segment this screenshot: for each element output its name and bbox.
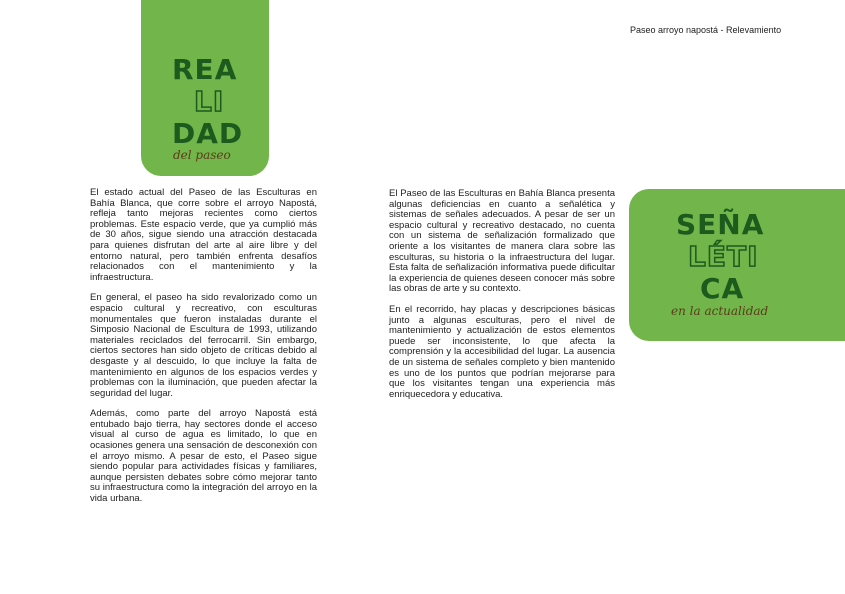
senaletica-body-text [389, 189, 615, 410]
realidad-title-tab [141, 0, 269, 176]
senaletica-title-line2: LÉTI [688, 240, 759, 273]
body-paragraph: Además, como parte del arroyo Napostá está entubado bajo tierra, hay sectores donde el acceso visual al curso de agua es limitado, lo que en ocasiones genera una sensación de desconexión con el arroyo mismo. A pesar de esto, el Paseo sigue siendo popular para actividades físicas y familiares, aunque persisten debates sobre cómo mejorar tanto su infraestructura como la integración del arroyo en la vida urbana. [90, 408, 317, 505]
realidad-title-line3: DAD [172, 117, 244, 150]
senaletica-title-line3: CA [700, 272, 745, 305]
realidad-title-line1: REA [172, 53, 238, 86]
realidad-subtitle: del paseo [173, 148, 231, 162]
page-header-title: Paseo arroyo napostá - Relevamiento [630, 25, 782, 35]
senaletica-subtitle: en la actualidad [671, 304, 769, 318]
body-paragraph: En general, el paseo ha sido revalorizado como un espacio cultural y recreativo, con esculturas monumentales que fueron instaladas durante el Simposio Nacional de Escultura de 1993, utilizando materiales reciclados del ferrocarril. Sin embargo, ciertos sectores han sido objeto de críticas debido al desgaste y al descuido, lo que incluye la falta de mantenimiento en algunos de los espacios verdes y problemas con la iluminación, que pueden afectar la seguridad del lugar. [90, 292, 317, 399]
senaletica-title-line1: SEÑA [676, 208, 765, 241]
realidad-title-line2: LI [194, 85, 225, 118]
realidad-body-text [90, 188, 317, 515]
body-paragraph: En el recorrido, hay placas y descripciones básicas junto a algunas esculturas, pero el nivel de mantenimiento y actualización de estos elementos puede ser inconsistente, lo que afecta la comprensión y la accesibilidad del lugar. La ausencia de un sistema de señales completo y bien mantenido es uno de los puntos que podrían mejorarse para que los visitantes tengan una experiencia más enriquecedora y educativa. [389, 303, 615, 400]
body-paragraph: El Paseo de las Esculturas en Bahía Blanca presenta algunas deficiencias en cuanto a señalética y sistemas de señales adecuados. A pesar de ser un espacio cultural y recreativo destacado, no cuenta con un sistema de señalización formalizado que oriente a los visitantes de manera clara sobre las esculturas, su historia o la infraestructura del lugar. Esta falta de señalización informativa puede dificultar la experiencia de quienes deseen conocer más sobre las obras de arte y su contexto. [389, 188, 615, 295]
body-paragraph: El estado actual del Paseo de las Esculturas en Bahía Blanca, que corre sobre el arroyo Napostá, refleja tanto mejoras recientes como ciertos problemas. Este espacio verde, que ya cumplió más de 30 años, sigue siendo una atracción destacada para quienes disfrutan del arte al aire libre y del entorno natural, pero también enfrenta desafíos relacionados con el mantenimiento y la infraestructura. [90, 187, 317, 283]
senaletica-title-tab [629, 189, 845, 341]
